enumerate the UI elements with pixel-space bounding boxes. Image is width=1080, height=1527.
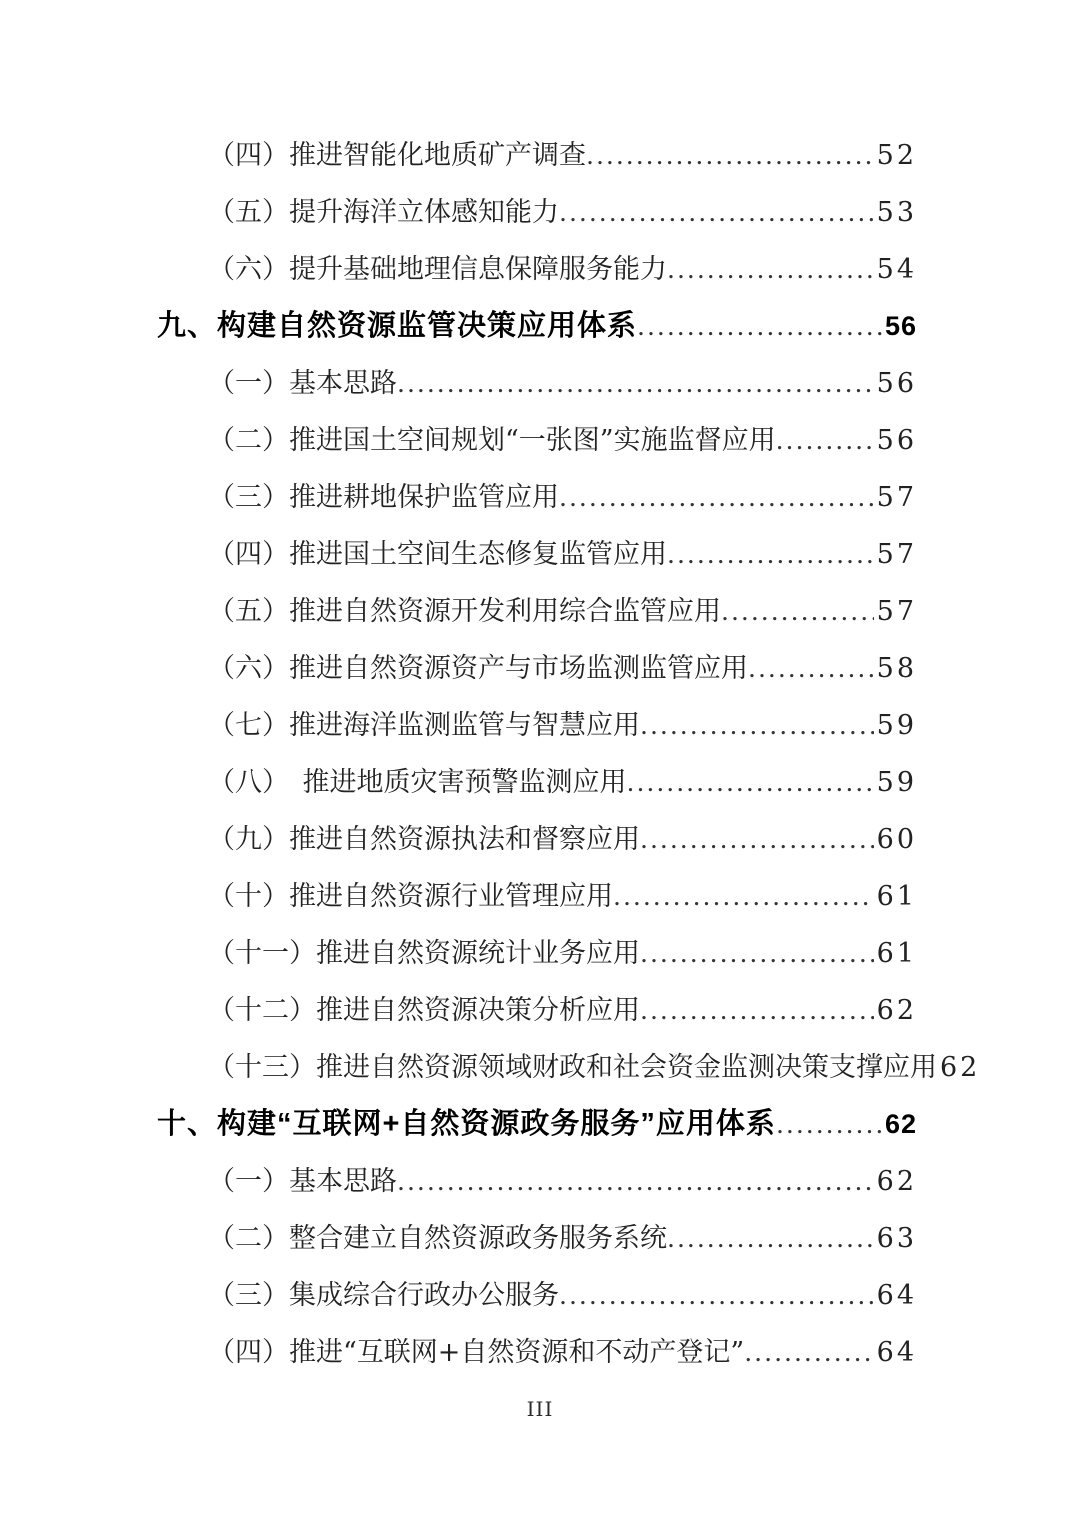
toc-entry-dot-leader: [397, 355, 874, 415]
toc-entry-page-number: 59: [876, 767, 917, 798]
toc-entry: [157, 868, 917, 925]
toc-entry: [157, 412, 917, 469]
toc-entry: [157, 1324, 917, 1381]
toc-entry-title: （三）集成综合行政办公服务: [208, 1280, 559, 1311]
toc-entry-page-number: 58: [876, 653, 917, 684]
toc-entry-dot-leader: [640, 925, 874, 985]
toc-entry-dot-leader: [559, 184, 874, 244]
toc-entry-title: （四）推进智能化地质矿产调查: [208, 140, 586, 171]
toc-entry: [157, 241, 917, 298]
toc-entry: [157, 1267, 917, 1324]
toc-entry: [157, 640, 917, 697]
toc-entry-title: （二）整合建立自然资源政务服务系统: [208, 1223, 667, 1254]
toc-entry-title: （四）推进国土空间生态修复监管应用: [208, 539, 667, 570]
toc-entry-dot-leader: [667, 1210, 874, 1270]
toc-entry-title: （十）推进自然资源行业管理应用: [208, 881, 613, 912]
toc-entry-title: （一）基本思路: [208, 368, 397, 399]
toc-entry-page-number: 57: [876, 482, 917, 513]
toc-entry-page-number: 63: [876, 1223, 917, 1254]
toc-entry-page-number: 59: [876, 710, 917, 741]
toc-entry-page-number: 54: [876, 254, 917, 285]
toc-entry-title: （六）推进自然资源资产与市场监测监管应用: [208, 653, 748, 684]
toc-entry-title: （八） 推进地质灾害预警监测应用: [208, 767, 627, 798]
page-footer: [0, 1397, 1080, 1421]
toc-entry-page-number: 53: [876, 197, 917, 228]
toc-entry: [157, 184, 917, 241]
toc-entry-dot-leader: [776, 1096, 882, 1156]
toc-entry-page-number: 64: [876, 1337, 917, 1368]
toc-entry-dot-leader: [397, 1153, 874, 1213]
toc-entry-dot-leader: [640, 982, 874, 1042]
footer-page-number: III: [526, 1397, 554, 1421]
toc-entry-dot-leader: [748, 640, 874, 700]
toc-entry-page-number: 60: [876, 824, 917, 855]
toc-entry-dot-leader: [640, 811, 874, 871]
toc-entry-page-number: 64: [876, 1280, 917, 1311]
toc-entry-title: 十、构建“互联网+自然资源政务服务”应用体系: [157, 1108, 776, 1140]
toc-entry: [157, 811, 917, 868]
toc-entry-dot-leader: [559, 1267, 874, 1327]
toc-entry-page-number: 61: [876, 938, 917, 969]
toc-entry: [157, 1210, 917, 1267]
toc-entry-dot-leader: [776, 412, 874, 472]
toc-entry-dot-leader: [744, 1324, 873, 1384]
toc-entry: [157, 1096, 917, 1153]
toc-entry: [157, 127, 917, 184]
toc-entry-title: （六）提升基础地理信息保障服务能力: [208, 254, 667, 285]
toc-entry-page-number: 52: [876, 140, 917, 171]
toc-entry-page-number: 62: [876, 995, 917, 1026]
toc-entry-dot-leader: [640, 697, 874, 757]
toc-entry-title: 九、构建自然资源监管决策应用体系: [157, 310, 638, 342]
toc-entry: [157, 355, 917, 412]
toc-entry: [157, 925, 917, 982]
toc-entry-title: （五）提升海洋立体感知能力: [208, 197, 559, 228]
toc-entry-title: （十三）推进自然资源领域财政和社会资金监测决策支撑应用: [208, 1052, 937, 1083]
toc-entry-title: （十二）推进自然资源决策分析应用: [208, 995, 640, 1026]
toc-entry-title: （三）推进耕地保护监管应用: [208, 482, 559, 513]
toc-entry-dot-leader: [559, 469, 874, 529]
toc-entry-page-number: 62: [884, 1109, 917, 1139]
toc-entry-page-number: 62: [940, 1052, 981, 1083]
toc-entry-title: （十一）推进自然资源统计业务应用: [208, 938, 640, 969]
toc-entry-page-number: 56: [876, 425, 917, 456]
toc-entry: [157, 298, 917, 355]
toc-entry-page-number: 57: [876, 596, 917, 627]
toc-entry: [157, 754, 917, 811]
toc-entry-dot-leader: [627, 754, 874, 814]
toc-entry-page-number: 62: [876, 1166, 917, 1197]
toc-entry-page-number: 56: [876, 368, 917, 399]
toc-entry-title: （五）推进自然资源开发利用综合监管应用: [208, 596, 721, 627]
toc-entry-page-number: 61: [876, 881, 917, 912]
toc-entry-dot-leader: [586, 127, 874, 187]
toc-entry-dot-leader: [613, 868, 874, 928]
toc-entry-title: （七）推进海洋监测监管与智慧应用: [208, 710, 640, 741]
toc-entry: [157, 583, 917, 640]
toc-entry-dot-leader: [667, 526, 874, 586]
toc-entry: [157, 697, 917, 754]
toc-entry-title: （二）推进国土空间规划“一张图”实施监督应用: [208, 425, 776, 456]
toc-entry-dot-leader: [721, 583, 874, 643]
toc-entry-page-number: 56: [884, 311, 917, 341]
toc-entry-page-number: 57: [876, 539, 917, 570]
toc-entry-title: （四）推进“互联网+自然资源和不动产登记”: [208, 1337, 745, 1368]
toc-entry: [157, 982, 917, 1039]
toc-entry-title: （一）基本思路: [208, 1166, 397, 1197]
toc-entry-title: （九）推进自然资源执法和督察应用: [208, 824, 640, 855]
toc-entry-dot-leader: [637, 298, 882, 358]
toc-entry: [157, 1153, 917, 1210]
toc-entry: [157, 469, 917, 526]
toc-entry-dot-leader: [667, 241, 874, 301]
toc-entry: [157, 526, 917, 583]
toc-entry: [157, 1039, 981, 1096]
